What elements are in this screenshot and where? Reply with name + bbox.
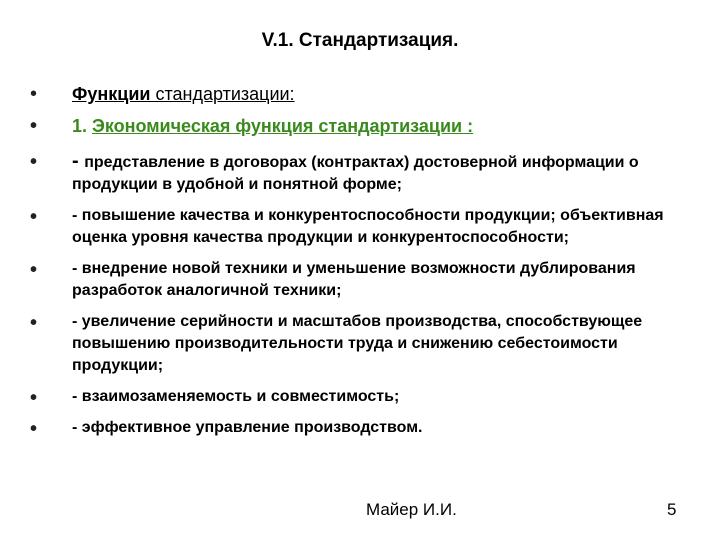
bullet-icon: •	[30, 115, 38, 137]
serial-production-text: - увеличение серийности и масштабов производства, способствующее повышению производительности труда и снижению себестоимости продукции;	[72, 313, 643, 374]
list-item-management	[30, 417, 680, 439]
economic-prefix: 1.	[72, 116, 93, 136]
bullet-list	[30, 82, 680, 448]
interchangeability-text: - взаимозаменяемость и совместимость;	[72, 388, 400, 405]
bullet-icon: •	[30, 418, 38, 440]
bullet-icon: •	[30, 206, 38, 228]
list-item-new-technology	[30, 258, 680, 302]
page-number: 5	[667, 500, 677, 519]
management-text: - эффективное управление производством.	[72, 419, 423, 436]
slide-title: V.1. Стандартизация.	[261, 30, 459, 51]
bullet-icon: •	[30, 312, 38, 334]
dash-marker: -	[72, 150, 85, 172]
economic-function-heading: Экономическая функция стандартизации :	[92, 116, 474, 136]
new-technology-text: - внедрение новой техники и уменьшение возможности дублирования разработок аналогичной техники;	[72, 260, 636, 299]
functions-bold-label: Функции	[72, 84, 151, 104]
list-item-quality	[30, 205, 680, 249]
footer-author: Майер И.И.	[366, 500, 457, 519]
contracts-text: представление в договорах (контрактах) достоверной информации о продукции в удобной и понятной форме;	[72, 154, 639, 193]
bullet-icon: •	[30, 151, 38, 173]
list-item-contracts	[30, 150, 680, 196]
list-item-economic-function	[30, 114, 680, 138]
list-item-interchangeability	[30, 386, 680, 408]
bullet-icon: •	[30, 387, 38, 409]
list-item-serial-production	[30, 311, 680, 377]
bullet-icon: •	[30, 83, 38, 105]
functions-rest-label: стандартизации:	[150, 84, 295, 104]
bullet-icon: •	[30, 259, 38, 281]
quality-text: - повышение качества и конкурентоспособности продукции; объективная оценка уровня качества продукции и конкурентоспособности;	[72, 207, 664, 246]
list-item-functions	[30, 82, 680, 106]
